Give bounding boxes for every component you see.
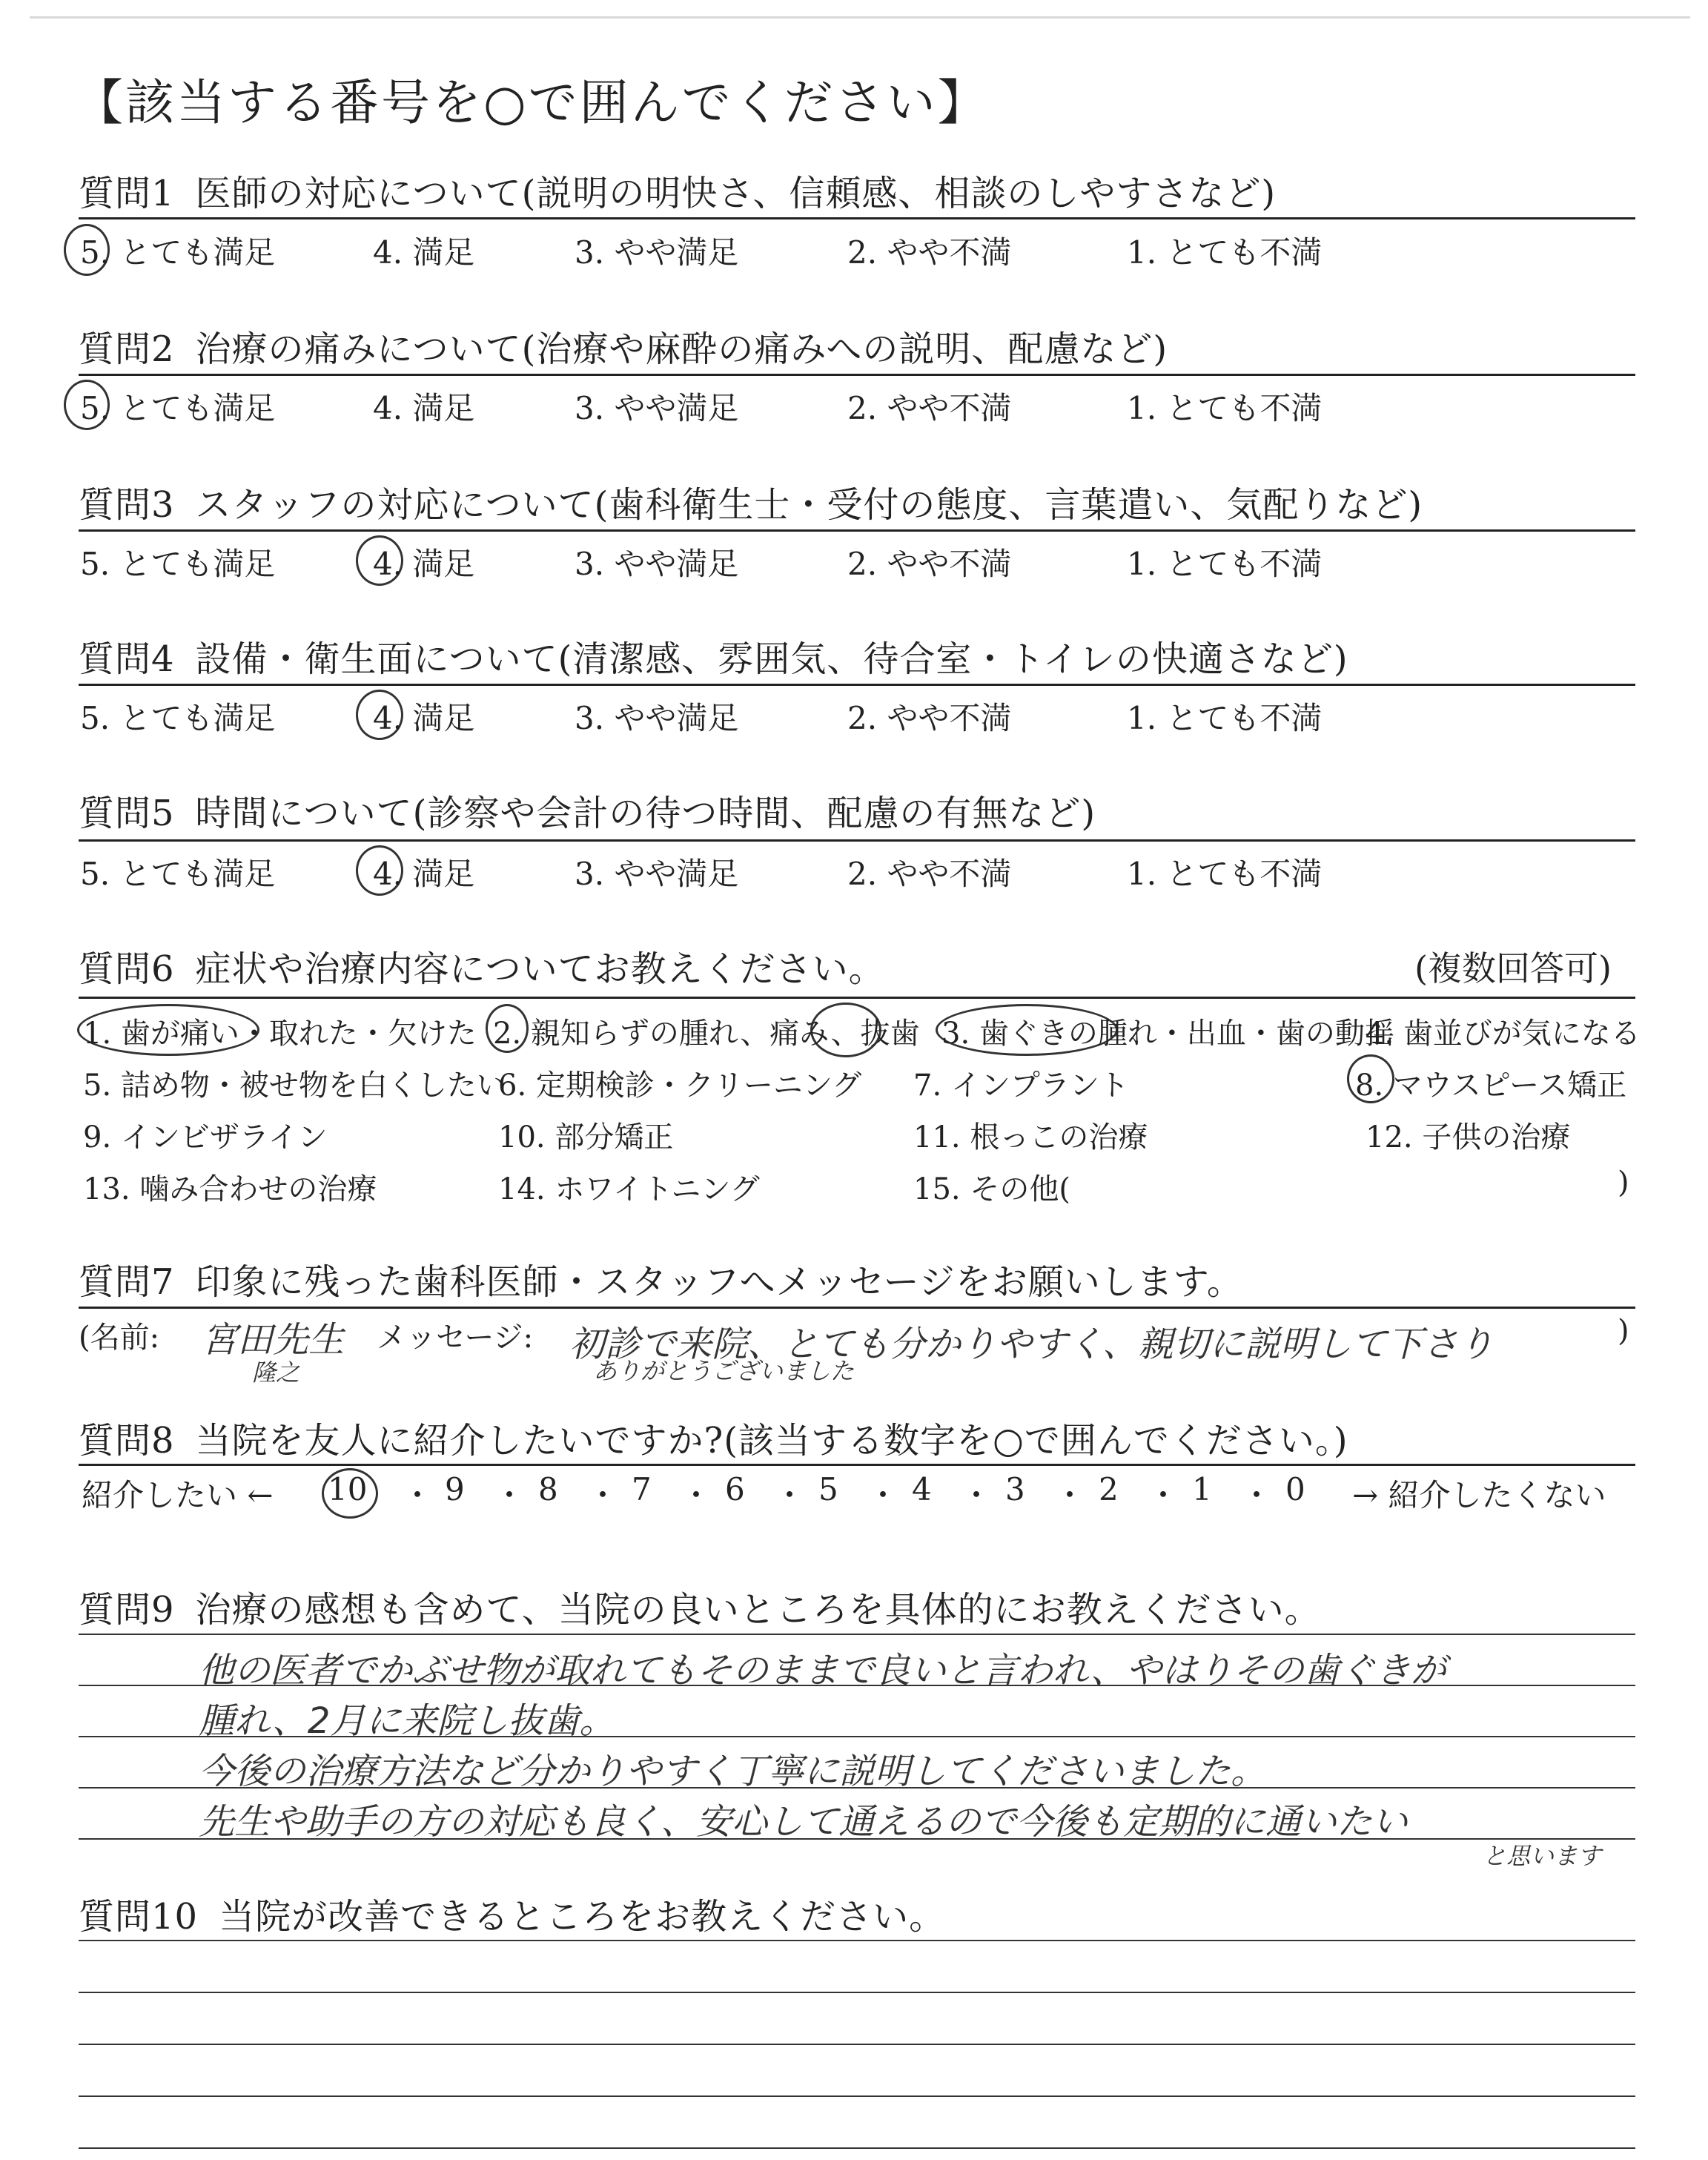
option-1[interactable]: 1. とても不満 [1127, 390, 1323, 426]
scale-value-3[interactable]: 3 [1005, 1471, 1025, 1507]
symptom-option-3[interactable]: 3. 歯ぐきの腫れ・出血・歯の動揺 [941, 1017, 1394, 1051]
scale-value-5[interactable]: 5 [818, 1471, 838, 1507]
top-divider [30, 16, 1690, 19]
question-divider [79, 1464, 1635, 1466]
comment-line-4[interactable]: 先生や助手の方の対応も良く、安心して通えるので今後も定期的に通いたい [199, 1801, 1409, 1843]
comment-line-3[interactable]: 今後の治療方法など分かりやすく丁寧に説明してくださいました。 [199, 1751, 1267, 1792]
question-number: 質問7 [79, 1261, 175, 1303]
question-9 [79, 1581, 1321, 1632]
comment-line-1[interactable]: 他の医者でかぶせ物が取れてもそのままで良いと言われ、やはりその歯ぐきが [199, 1650, 1446, 1691]
option-2[interactable]: 2. やや不満 [847, 546, 1012, 582]
option-1[interactable]: 1. とても不満 [1127, 546, 1323, 582]
option-4[interactable]: 4. 満足 [373, 700, 475, 736]
scale-value-10[interactable]: 10 [328, 1471, 368, 1507]
comment-line-2[interactable]: 腫れ、2月に来院し抜歯。 [199, 1700, 615, 1742]
question-text: 印象に残った歯科医師・スタッフへメッセージをお願いします。 [195, 1261, 1243, 1303]
selection-circle [322, 1468, 378, 1519]
scale-value-2[interactable]: 2 [1099, 1471, 1119, 1507]
question-text: 当院が改善できるところをお教えください。 [219, 1896, 946, 1938]
symptom-option-5[interactable]: 5. 詰め物・被せ物を白くしたい [83, 1069, 506, 1103]
option-5[interactable]: 5. とても満足 [80, 390, 276, 426]
option-2[interactable]: 2. やや不満 [847, 700, 1012, 736]
question-text: スタッフの対応について(歯科衛生士・受付の態度、言葉遣い、気配りなど) [195, 484, 1423, 526]
question-divider [79, 997, 1635, 999]
symptom-option-8[interactable]: 8. マウスピース矯正 [1355, 1069, 1627, 1103]
question-text: 症状や治療内容についてお教えください。 [195, 948, 885, 990]
option-5[interactable]: 5. とても満足 [80, 546, 276, 582]
message-close-paren: ) [1618, 1314, 1629, 1348]
message-text-sub: ありがとうございました [593, 1357, 855, 1385]
question-number: 質問3 [79, 484, 175, 526]
name-label: (名前: [79, 1321, 160, 1355]
option-1[interactable]: 1. とても不満 [1127, 700, 1323, 736]
scale-value-9[interactable]: 9 [445, 1471, 465, 1507]
question-text: 設備・衛生面について(清潔感、雰囲気、待合室・トイレの快適さなど) [195, 638, 1348, 680]
question-number: 質問8 [79, 1420, 175, 1462]
scale-dot: ・ [1148, 1477, 1179, 1513]
scale-value-0[interactable]: 0 [1285, 1471, 1305, 1507]
option-3[interactable]: 3. やや満足 [575, 234, 739, 271]
symptom-option-7[interactable]: 7. インプラント [913, 1069, 1129, 1103]
option-4[interactable]: 4. 満足 [373, 546, 475, 582]
symptom-option-12[interactable]: 12. 子供の治療 [1366, 1120, 1571, 1155]
option-2[interactable]: 2. やや不満 [847, 856, 1012, 892]
symptom-option-11[interactable]: 11. 根っこの治療 [913, 1120, 1148, 1155]
scale-dot: ・ [1054, 1477, 1086, 1513]
option-4[interactable]: 4. 満足 [373, 856, 475, 892]
scale-value-4[interactable]: 4 [912, 1471, 932, 1507]
option-3[interactable]: 3. やや満足 [575, 700, 739, 736]
symptom-option-1[interactable]: 1. 歯が痛い・取れた・欠けた [83, 1017, 477, 1051]
option-2[interactable]: 2. やや不満 [847, 234, 1012, 271]
question-4 [79, 630, 1348, 681]
staff-name[interactable]: 宮田先生 [202, 1319, 345, 1361]
option-5[interactable]: 5. とても満足 [80, 856, 276, 892]
question-text: 当院を友人に紹介したいですか?(該当する数字を○で囲んでください。) [195, 1420, 1348, 1462]
option-5[interactable]: 5. とても満足 [80, 700, 276, 736]
scale-value-6[interactable]: 6 [725, 1471, 745, 1507]
question-divider [79, 1307, 1635, 1309]
question-divider [79, 684, 1635, 686]
question-divider [79, 374, 1635, 376]
scale-dot: ・ [867, 1477, 899, 1513]
question-3 [79, 476, 1423, 527]
scale-dot: ・ [774, 1477, 806, 1513]
option-3[interactable]: 3. やや満足 [575, 390, 739, 426]
question-5 [79, 785, 1096, 836]
scale-dot: ・ [681, 1477, 712, 1513]
scale-value-8[interactable]: 8 [538, 1471, 558, 1507]
writing-line[interactable] [79, 2095, 1635, 2097]
question-2 [79, 320, 1168, 371]
option-4[interactable]: 4. 満足 [373, 234, 475, 271]
writing-line[interactable] [79, 2147, 1635, 2149]
other-close-paren: ) [1618, 1166, 1629, 1200]
option-1[interactable]: 1. とても不満 [1127, 234, 1323, 271]
symptom-option-6[interactable]: 6. 定期検診・クリーニング [498, 1069, 862, 1103]
option-3[interactable]: 3. やや満足 [575, 856, 739, 892]
question-number: 質問2 [79, 328, 175, 370]
symptom-option-14[interactable]: 14. ホワイトニング [498, 1172, 760, 1206]
option-5[interactable]: 5. とても満足 [80, 234, 276, 271]
writing-line[interactable] [79, 2044, 1635, 2045]
scale-dot: ・ [961, 1477, 993, 1513]
writing-line [79, 1634, 1635, 1635]
question-divider [79, 529, 1635, 532]
question-7 [79, 1253, 1243, 1304]
page-heading: 【該当する番号を○で囲んでください】 [74, 74, 989, 131]
symptom-option-9[interactable]: 9. インビザライン [83, 1120, 328, 1155]
scale-dot: ・ [1241, 1477, 1273, 1513]
question-divider [79, 217, 1635, 219]
question-text: 治療の感想も含めて、当院の良いところを具体的にお教えください。 [195, 1589, 1321, 1631]
scale-dot: ・ [587, 1477, 619, 1513]
question-1 [79, 165, 1276, 216]
option-1[interactable]: 1. とても不満 [1127, 856, 1323, 892]
question-number: 質問10 [79, 1896, 199, 1938]
writing-line[interactable] [79, 1940, 1635, 1941]
question-text: 治療の痛みについて(治療や麻酔の痛みへの説明、配慮など) [195, 328, 1168, 370]
option-3[interactable]: 3. やや満足 [575, 546, 739, 582]
symptom-option-10[interactable]: 10. 部分矯正 [498, 1120, 674, 1155]
staff-name-sub: 隆之 [252, 1358, 300, 1387]
scale-left-label: 紹介したい ← [82, 1477, 274, 1513]
symptom-option-2[interactable]: 2. 親知らずの腫れ、痛み、抜歯 [493, 1017, 920, 1051]
scale-right-label: → 紹介したくない [1352, 1477, 1606, 1513]
scale-dot: ・ [494, 1477, 526, 1513]
question-number: 質問6 [79, 948, 175, 990]
scale-value-1[interactable]: 1 [1192, 1471, 1212, 1507]
question-10 [79, 1888, 945, 1939]
message-label: メッセージ: [377, 1321, 534, 1355]
message-text[interactable]: 初診で来院、とても分かりやすく、親切に説明して下さり [569, 1324, 1494, 1365]
option-2[interactable]: 2. やや不満 [847, 390, 1012, 426]
question-divider [79, 839, 1635, 842]
multiple-answers-note: (複数回答可) [1414, 948, 1612, 988]
question-number: 質問1 [79, 173, 175, 214]
option-4[interactable]: 4. 満足 [373, 390, 475, 426]
symptom-option-15[interactable]: 15. その他( [913, 1172, 1070, 1206]
question-6 [79, 940, 885, 991]
question-text: 医師の対応について(説明の明快さ、信頼感、相談のしやすさなど) [195, 173, 1277, 214]
question-number: 質問5 [79, 793, 175, 834]
scale-value-7[interactable]: 7 [632, 1471, 652, 1507]
question-number: 質問9 [79, 1589, 175, 1631]
symptom-option-13[interactable]: 13. 噛み合わせの治療 [83, 1172, 377, 1206]
comment-tail: と思います [1483, 1842, 1602, 1870]
symptom-option-4[interactable]: 4. 歯並びが気になる [1366, 1017, 1641, 1051]
writing-line[interactable] [79, 1992, 1635, 1993]
question-number: 質問4 [79, 638, 175, 680]
question-8 [79, 1412, 1348, 1463]
question-text: 時間について(診察や会計の待つ時間、配慮の有無など) [195, 793, 1096, 834]
scale-dot: ・ [402, 1477, 434, 1513]
